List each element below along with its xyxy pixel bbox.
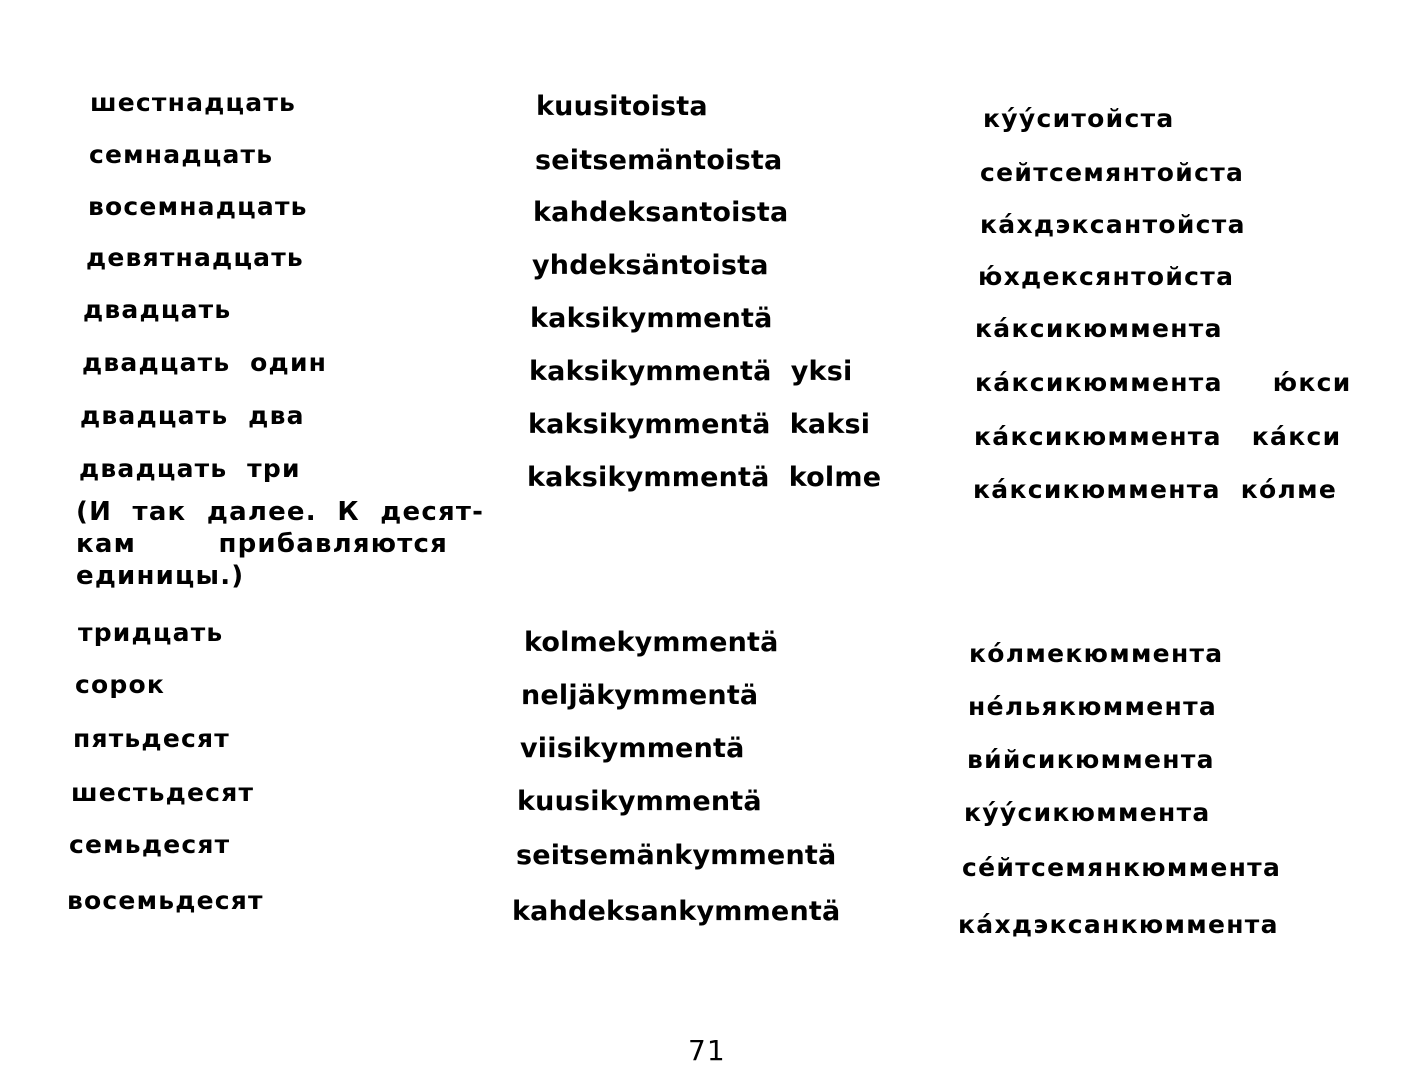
finnish-word: viisikymmentä [520, 733, 745, 764]
finnish-word: kahdeksantoista [533, 197, 789, 228]
transcription-word: сейтсемянтойста [980, 158, 1245, 187]
russian-word: двадцать два [80, 401, 305, 430]
finnish-word: kuusikymmentä [517, 786, 762, 817]
russian-word: восемьдесят [67, 886, 264, 915]
transcription-word: ка́хдэксанкюммента [958, 910, 1279, 939]
transcription-word: ка́ксикюммента ко́лме [973, 475, 1338, 504]
finnish-word: neljäkymmentä [521, 680, 759, 711]
finnish-word: kuusitoista [536, 91, 708, 122]
finnish-word: seitsemänkymmentä [516, 840, 837, 871]
finnish-word: kaksikymmentä kolme [527, 462, 882, 493]
transcription-word: не́льякюммента [968, 692, 1218, 721]
transcription-word: ви́йсикюммента [967, 745, 1215, 774]
russian-word: пятьдесят [73, 724, 230, 753]
finnish-word: seitsemäntoista [535, 145, 783, 176]
note-line: (И так далее. К десят- [76, 497, 485, 527]
note-word: кам [76, 529, 137, 559]
transcription-word: ка́ксикюммента ка́кси [974, 422, 1342, 451]
russian-word: шестнадцать [90, 88, 297, 117]
transcription-word: ко́лмекюммента [969, 639, 1224, 668]
note-word: прибавляются [218, 529, 448, 559]
transcription-word: ку́у́сикюммента [964, 798, 1211, 827]
transcription-word: ка́ксикюммента ю́кси [975, 368, 1352, 397]
transcription-word: се́йтсемянкюммента [962, 853, 1282, 882]
finnish-word: kahdeksankymmentä [512, 896, 841, 927]
russian-word: тридцать [78, 618, 224, 647]
russian-word: сорок [75, 670, 166, 699]
russian-word: восемнадцать [88, 192, 308, 221]
finnish-word: kaksikymmentä kaksi [528, 409, 871, 440]
russian-word: шестьдесят [71, 778, 255, 807]
transcription-word: ка́хдэксантойста [980, 210, 1246, 239]
russian-word: семьдесят [69, 830, 231, 859]
russian-word: двадцать три [79, 454, 301, 483]
transcription-word: ку́у́ситойста [983, 104, 1175, 133]
page-number: 71 [688, 1034, 726, 1067]
russian-word: семнадцать [89, 140, 274, 169]
russian-word: двадцать [83, 295, 232, 324]
transcription-word: ю́хдексянтойста [978, 262, 1235, 291]
finnish-word: kolmekymmentä [524, 627, 779, 658]
transcription-word: ка́ксикюммента [975, 314, 1223, 343]
russian-word: девятнадцать [86, 243, 304, 272]
finnish-word: yhdeksäntoista [532, 250, 769, 281]
note-line: единицы.) [76, 561, 245, 591]
finnish-word: kaksikymmentä yksi [529, 356, 853, 387]
russian-word: двадцать один [82, 348, 328, 377]
finnish-word: kaksikymmentä [530, 303, 773, 334]
